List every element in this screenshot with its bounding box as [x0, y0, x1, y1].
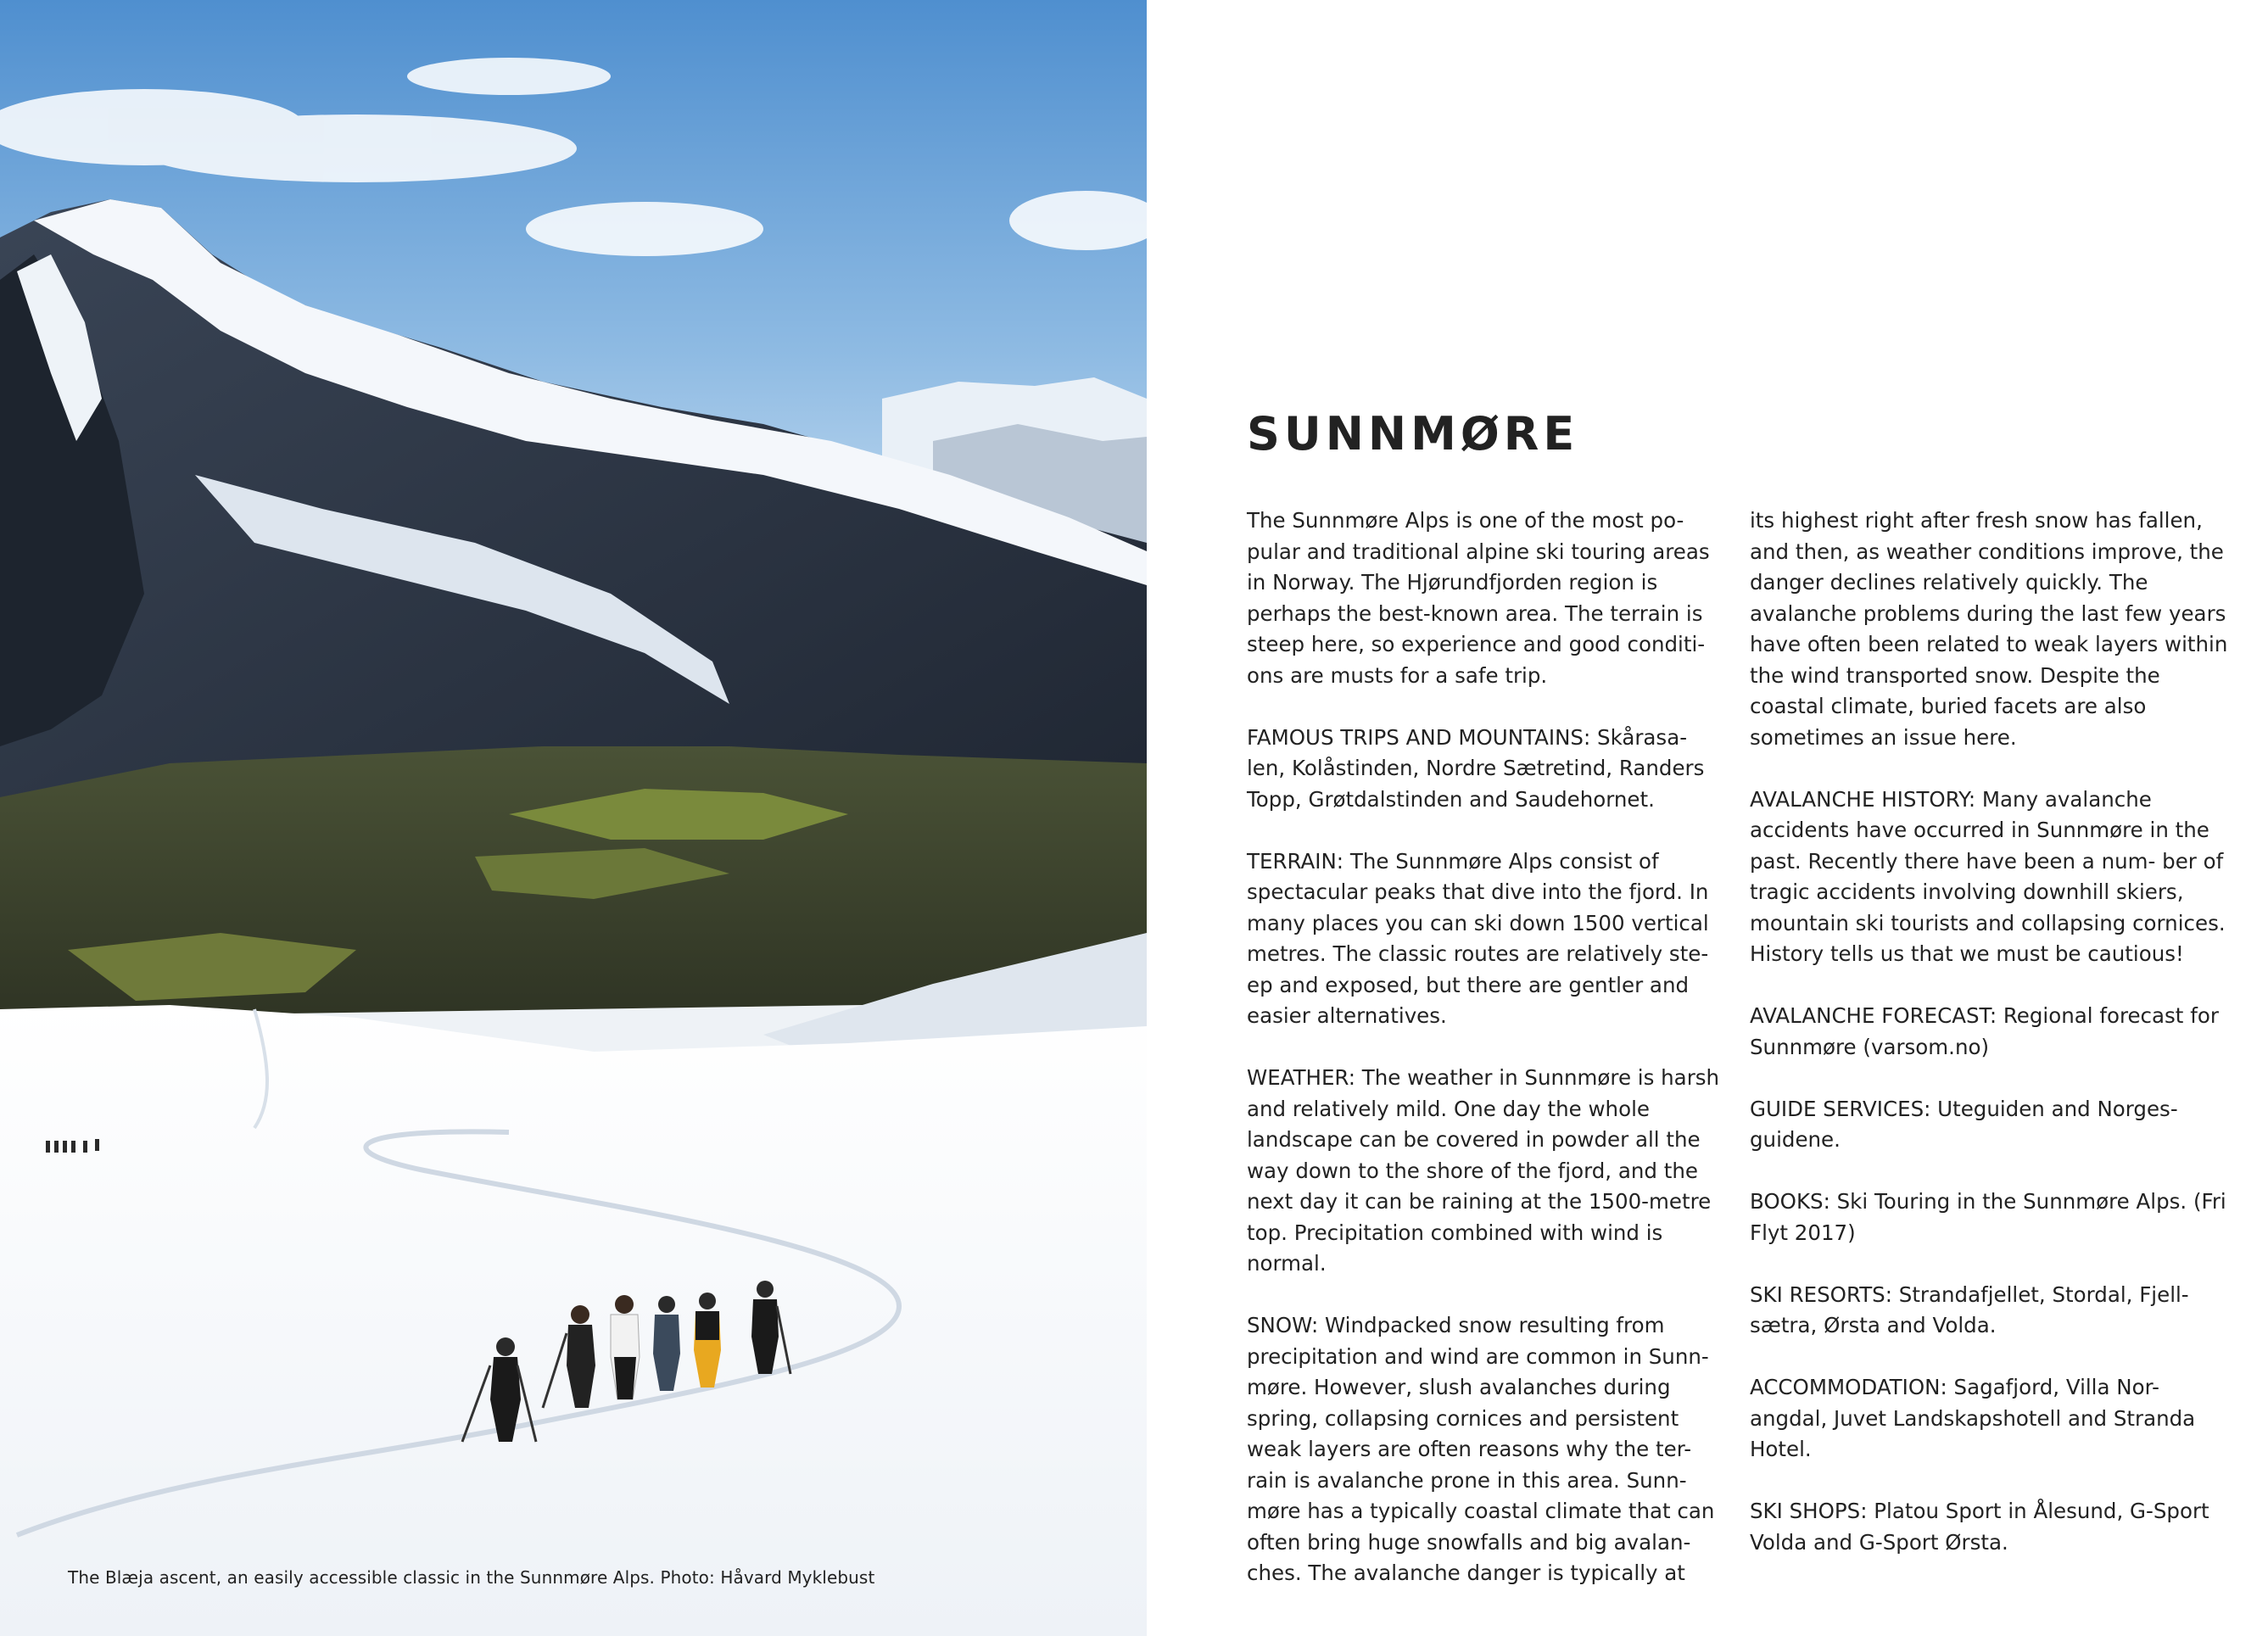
text-column-left: [1247, 505, 1730, 1620]
article-title: SUNNMØRE: [1247, 407, 1579, 461]
guide-services-paragraph: GUIDE SERVICES: Uteguiden and Norges- guidene.: [1750, 1096, 2178, 1152]
ski-resorts-paragraph: SKI RESORTS: Strandafjellet, Stordal, Fjell- sætra, Ørsta and Volda.: [1750, 1281, 2189, 1337]
weather-paragraph: WEATHER: The weather in Sunnmøre is harsh and relatively mild. One day the whole landscape can be covered in powder all the way down to the shore of the fjord, and the next day it can be raining at the 1500-metre top. Precipitation combined with wind is normal.: [1247, 1065, 1720, 1276]
accommodation-paragraph: ACCOMMODATION: Sagafjord, Villa Nor- angdal, Juvet Landskapshotell and Stranda Hotel.: [1750, 1375, 2196, 1461]
snow-paragraph-continued: its highest right after fresh snow has fallen, and then, as weather conditions improve, the danger declines relatively quickly. The avalanche problems during the last few years have often been related to weak layers within the wind transported snow. Despite the coastal climate, buried facets are also sometimes an issue here.: [1750, 508, 2228, 750]
avalanche-forecast-paragraph: AVALANCHE FORECAST: Regional forecast for Sunnmøre (varsom.no): [1750, 1003, 2219, 1059]
terrain-paragraph: TERRAIN: The Sunnmøre Alps consist of spectacular peaks that dive into the fjord. In many places you can ski down 1500 vertical metres. The classic routes are relatively ste- ep and exposed, but there are gentler and easier alternatives.: [1247, 848, 1709, 1028]
intro-paragraph: The Sunnmøre Alps is one of the most po- pular and traditional alpine ski touring areas in Norway. The Hjørundfjorden region is perhaps the best-known area. The terrain is steep here, so experience and good conditi- ons are musts for a safe trip.: [1247, 508, 1710, 688]
photo-caption: The Blæja ascent, an easily accessible classic in the Sunnmøre Alps. Photo: Håvard Myklebust: [68, 1567, 875, 1588]
famous-trips-paragraph: FAMOUS TRIPS AND MOUNTAINS: Skårasa- len, Kolåstinden, Nordre Sætretind, Randers Topp, Grøtdalstinden and Saudehornet.: [1247, 724, 1705, 812]
snow-paragraph: SNOW: Windpacked snow resulting from precipitation and wind are common in Sunn- møre. However, slush avalanches during spring, collapsing cornices and persistent weak layers are often reasons why the ter- rain is avalanche prone in this area. Sunn- møre has a typically coastal climate that can often bring huge snowfalls and big avalan- ches. The avalanche danger is typically at: [1247, 1313, 1715, 1585]
avalanche-history-paragraph: AVALANCHE HISTORY: Many avalanche accidents have occurred in Sunnmøre in the past. Recently there have been a num- ber of tragic accidents involving downhill skiers, mountain ski tourists and collapsing cornices. History tells us that we must be cautious!: [1750, 786, 2226, 966]
text-column-right: [1750, 505, 2233, 1589]
ski-shops-paragraph: SKI SHOPS: Platou Sport in Ålesund, G-Sport Volda and G-Sport Ørsta.: [1750, 1499, 2209, 1555]
books-paragraph: BOOKS: Ski Touring in the Sunnmøre Alps. (Fri Flyt 2017): [1750, 1189, 2226, 1245]
